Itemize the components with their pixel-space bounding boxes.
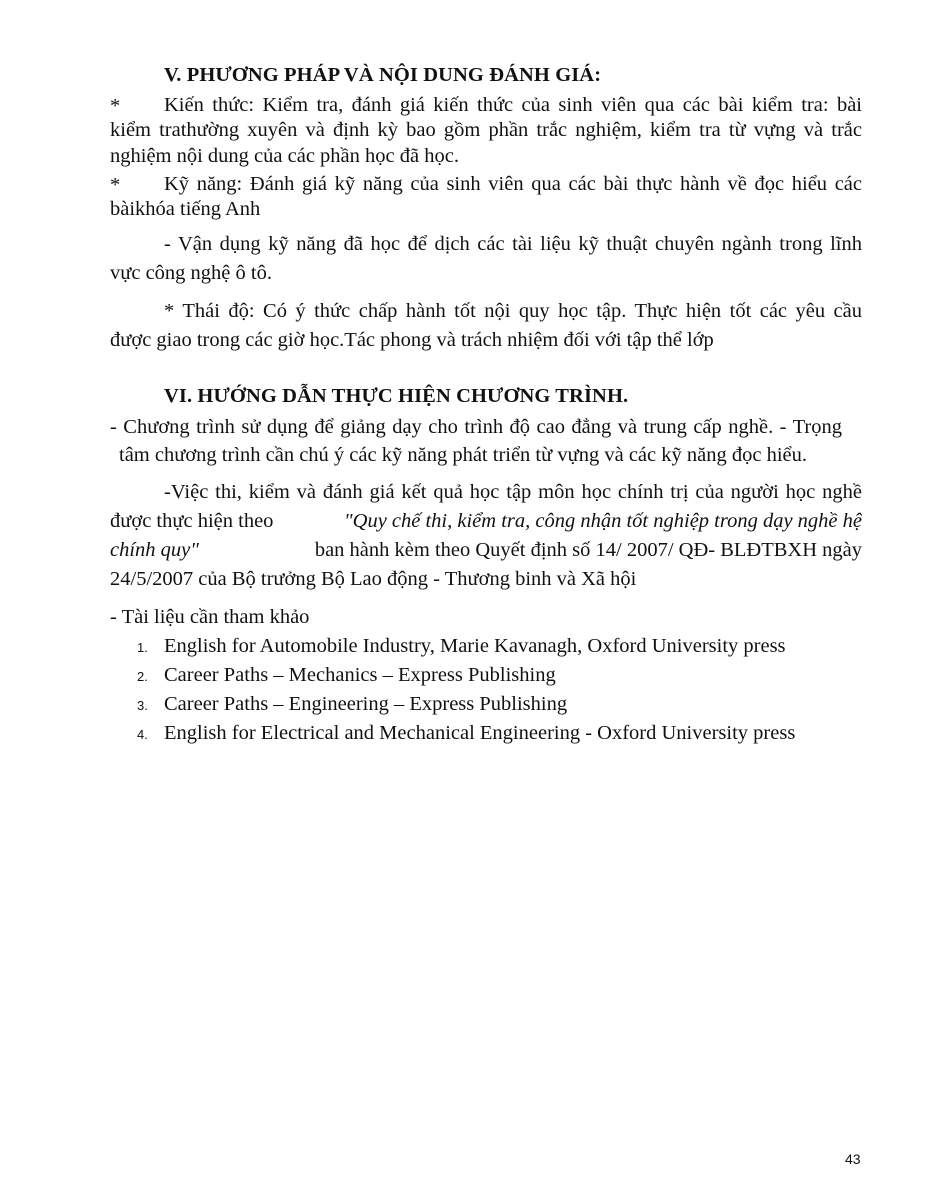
reference-number: 3.: [137, 698, 148, 713]
section-6-heading: VI. HƯỚNG DẪN THỰC HIỆN CHƯƠNG TRÌNH.: [164, 385, 629, 407]
skills-line-2: bàikhóa tiếng Anh: [110, 198, 261, 220]
reference-number: 4.: [137, 727, 148, 742]
program-line-1: - Chương trình sử dụng để giảng dạy cho trình độ cao đẳng và trung cấp nghề. - Trọng: [110, 416, 842, 438]
attitude-line-1: * Thái độ: Có ý thức chấp hành tốt nội quy học tập. Thực hiện tốt các yêu cầu: [164, 300, 862, 322]
exam-line-2: [110, 510, 862, 533]
knowledge-line-1: Kiến thức: Kiểm tra, đánh giá kiến thức của sinh viên qua các bài kiểm tra: bài: [164, 94, 862, 116]
knowledge-line-2: kiểm trathường xuyên và định kỳ bao gồm phần trắc nghiệm, kiểm tra từ vựng và trắc: [110, 119, 862, 141]
apply-line-1: - Vận dụng kỹ năng đã học để dịch các tài liệu kỹ thuật chuyên ngành trong lĩnh: [164, 233, 862, 255]
section-5-heading: V. PHƯƠNG PHÁP VÀ NỘI DUNG ĐÁNH GIÁ:: [164, 64, 602, 86]
program-line-2: tâm chương trình cần chú ý các kỹ năng phát triển từ vựng và các kỹ năng đọc hiểu.: [119, 444, 807, 466]
reference-number: 1.: [137, 640, 148, 655]
exam-line-3-rest: ban hành kèm theo Quyết định số 14/ 2007/ QĐ- BLĐTBXH ngày: [314, 539, 862, 561]
exam-line-1: -Việc thi, kiểm và đánh giá kết quả học tập môn học chính trị của người học nghề: [164, 481, 862, 503]
exam-line-3: [110, 539, 862, 562]
exam-line-4: 24/5/2007 của Bộ trưởng Bộ Lao động - Thương binh và Xã hội: [110, 568, 637, 590]
references-title: - Tài liệu cần tham khảo: [110, 606, 310, 628]
reference-number: 2.: [137, 669, 148, 684]
reference-item: Career Paths – Engineering – Express Publishing: [164, 693, 568, 715]
reference-item: English for Automobile Industry, Marie Kavanagh, Oxford University press: [164, 635, 786, 657]
reference-item: English for Electrical and Mechanical Engineering - Oxford University press: [164, 722, 796, 744]
page-number: 43: [845, 1151, 861, 1167]
apply-line-2: vực công nghệ ô tô.: [110, 262, 272, 284]
exam-line-2-prefix: được thực hiện theo: [110, 510, 274, 532]
knowledge-line-3: nghiệm nội dung của các phần học đã học.: [110, 145, 459, 167]
skills-bullet: *: [110, 174, 121, 196]
skills-line-1: Kỹ năng: Đánh giá kỹ năng của sinh viên qua các bài thực hành về đọc hiểu các: [164, 173, 862, 195]
knowledge-bullet: *: [110, 95, 121, 117]
exam-regulation-title-part-2: chính quy": [110, 539, 199, 561]
exam-regulation-title-part-1: "Quy chế thi, kiểm tra, công nhận tốt nghiệp trong dạy nghề hệ: [344, 510, 862, 532]
attitude-line-2: được giao trong các giờ học.Tác phong và trách nhiệm đối với tập thể lớp: [110, 329, 714, 351]
reference-item: Career Paths – Mechanics – Express Publishing: [164, 664, 556, 686]
